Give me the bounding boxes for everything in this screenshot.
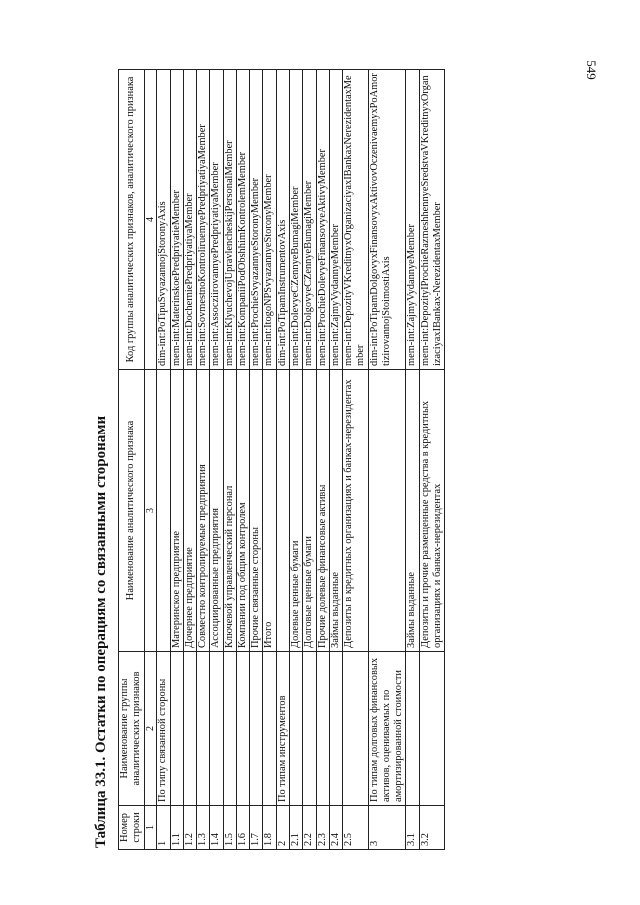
row-number-cell: 2.4 xyxy=(329,806,342,850)
row-number-cell: 1.8 xyxy=(263,806,276,850)
column-index: 4 xyxy=(144,70,157,370)
table-row xyxy=(316,70,329,850)
attribute-name-cell xyxy=(157,370,170,652)
attribute-name-cell: Ассоциированные предприятия xyxy=(210,370,223,652)
row-number-cell: 2.3 xyxy=(316,806,329,850)
code-cell: dim-int:PoTipamDolgovyxFinansovyxAktivovOczenivaemyxPoAmortizirovannojStoimostiAxis xyxy=(368,70,406,370)
rotated-page-content xyxy=(93,70,633,850)
row-number-cell: 2 xyxy=(276,806,289,850)
code-cell: mem-int:KompaniiPodObshhimKontrolemMember xyxy=(236,70,249,370)
group-name-cell xyxy=(223,652,236,806)
code-cell: mem-int:ItogoNPSvyazannyeStoronyMember xyxy=(263,70,276,370)
attribute-name-cell xyxy=(276,370,289,652)
group-name-cell xyxy=(197,652,210,806)
attribute-name-cell: Долевые ценные бумаги xyxy=(289,370,302,652)
code-cell: mem-int:KlyuchevojUpravlencheskijPersonalMember xyxy=(223,70,236,370)
header-group-name: Наименование группы аналитических признаков xyxy=(119,652,145,806)
header-code: Код группы аналитических признаков, аналитического признака xyxy=(119,70,145,370)
table-row xyxy=(170,70,183,850)
attribute-name-cell: Займы выданные xyxy=(329,370,342,652)
code-cell: mem-int:ProchieDolevyeFinansovyeAktivyMember xyxy=(316,70,329,370)
row-number-cell: 1.1 xyxy=(170,806,183,850)
table-row xyxy=(343,70,369,850)
table-row xyxy=(197,70,210,850)
table-row xyxy=(419,70,445,850)
attribute-name-cell: Прочие связанные стороны xyxy=(250,370,263,652)
table-body xyxy=(157,70,445,850)
code-cell: mem-int:DepozityIProchieRazmeshhennyeSredstvaVKreditnyxOrganizaciyaxIBankax-NerezidentaxMember xyxy=(419,70,445,370)
row-number-cell: 1 xyxy=(157,806,170,850)
table-row xyxy=(368,70,406,850)
group-name-cell xyxy=(343,652,369,806)
row-number-cell: 1.5 xyxy=(223,806,236,850)
table-row xyxy=(276,70,289,850)
column-index: 1 xyxy=(144,806,157,850)
row-number-cell: 1.7 xyxy=(250,806,263,850)
attribute-name-cell: Прочие долевые финансовые активы xyxy=(316,370,329,652)
row-number-cell: 1.6 xyxy=(236,806,249,850)
row-number-cell: 2.1 xyxy=(289,806,302,850)
page-number: 549 xyxy=(583,60,599,80)
group-name-cell xyxy=(183,652,196,806)
group-name-cell xyxy=(210,652,223,806)
code-cell: mem-int:DolevyeCZennyeBumagiMember xyxy=(289,70,302,370)
row-number-cell: 3.1 xyxy=(406,806,419,850)
column-index: 3 xyxy=(144,370,157,652)
attribute-name-cell: Дочернее предприятие xyxy=(183,370,196,652)
header-attribute-name: Наименование аналитического признака xyxy=(119,370,145,652)
group-name-cell: По типу связанной стороны xyxy=(157,652,170,806)
group-name-cell: По типам долговых финансовых активов, оцениваемых по амортизированной стоимости xyxy=(368,652,406,806)
group-name-cell: По типам инструментов xyxy=(276,652,289,806)
code-cell: mem-int:ZajmyVydannyeMember xyxy=(329,70,342,370)
header-row-number: Номер строки xyxy=(119,806,145,850)
code-cell: dim-int:PoTipamInstrumentovAxis xyxy=(276,70,289,370)
attribute-name-cell: Совместно контролируемые предприятия xyxy=(197,370,210,652)
table-row xyxy=(289,70,302,850)
code-cell: mem-int:ProchieSvyazannyeStoronyMember xyxy=(250,70,263,370)
table-row xyxy=(250,70,263,850)
code-cell: mem-int:MaterinskoePredpriyatieMember xyxy=(170,70,183,370)
code-cell: mem-int:AssocziirovannyePredpriyatiyaMember xyxy=(210,70,223,370)
attribute-name-cell: Компании под общим контролем xyxy=(236,370,249,652)
attribute-name-cell: Итого xyxy=(263,370,276,652)
header-row xyxy=(119,70,145,850)
attribute-name-cell: Займы выданные xyxy=(406,370,419,652)
group-name-cell xyxy=(303,652,316,806)
table-row xyxy=(236,70,249,850)
table-row xyxy=(223,70,236,850)
column-index: 2 xyxy=(144,652,157,806)
table-title: Остатки по операциям со связанными сторонами xyxy=(93,415,109,754)
group-name-cell xyxy=(329,652,342,806)
table-row xyxy=(183,70,196,850)
attribute-name-cell: Долговые ценные бумаги xyxy=(303,370,316,652)
row-number-cell: 2.2 xyxy=(303,806,316,850)
table-row xyxy=(303,70,316,850)
row-number-cell: 3 xyxy=(368,806,406,850)
group-name-cell xyxy=(263,652,276,806)
row-number-cell: 3.2 xyxy=(419,806,445,850)
group-name-cell xyxy=(170,652,183,806)
attribute-name-cell: Ключевой управленческий персонал xyxy=(223,370,236,652)
row-number-cell: 1.4 xyxy=(210,806,223,850)
group-name-cell xyxy=(419,652,445,806)
group-name-cell xyxy=(289,652,302,806)
group-name-cell xyxy=(316,652,329,806)
column-index-row xyxy=(144,70,157,850)
table-row xyxy=(263,70,276,850)
table-row xyxy=(329,70,342,850)
row-number-cell: 1.2 xyxy=(183,806,196,850)
row-number-cell: 2.5 xyxy=(343,806,369,850)
attribute-name-cell: Депозиты и прочие размещенные средства в кредитных организациях и банках-нерезидентах xyxy=(419,370,445,652)
group-name-cell xyxy=(406,652,419,806)
code-cell: dim-int:PoTipuSvyazannojStoronyAxis xyxy=(157,70,170,370)
attribute-name-cell: Материнское предприятие xyxy=(170,370,183,652)
group-name-cell xyxy=(250,652,263,806)
code-cell: mem-int:SovmestnoKontroliruemyePredpriyatiyaMember xyxy=(197,70,210,370)
table-row xyxy=(157,70,170,850)
attribute-name-cell xyxy=(368,370,406,652)
attribute-name-cell: Депозиты в кредитных организациях и банках-нерезидентах xyxy=(343,370,369,652)
table-row xyxy=(210,70,223,850)
related-parties-table xyxy=(118,69,445,850)
group-name-cell xyxy=(236,652,249,806)
code-cell: mem-int:DepozityVKreditnyxOrganizaciyaxIBankaxNerezidentaxMember xyxy=(343,70,369,370)
table-number: Таблица 33.1. xyxy=(93,756,109,848)
code-cell: mem-int:DolgovyeCZennyeBumagiMember xyxy=(303,70,316,370)
code-cell: mem-int:ZajmyVydannyeMember xyxy=(406,70,419,370)
table-row xyxy=(406,70,419,850)
code-cell: mem-int:DocherniePredpriyatiyaMember xyxy=(183,70,196,370)
table-caption xyxy=(93,70,110,848)
row-number-cell: 1.3 xyxy=(197,806,210,850)
